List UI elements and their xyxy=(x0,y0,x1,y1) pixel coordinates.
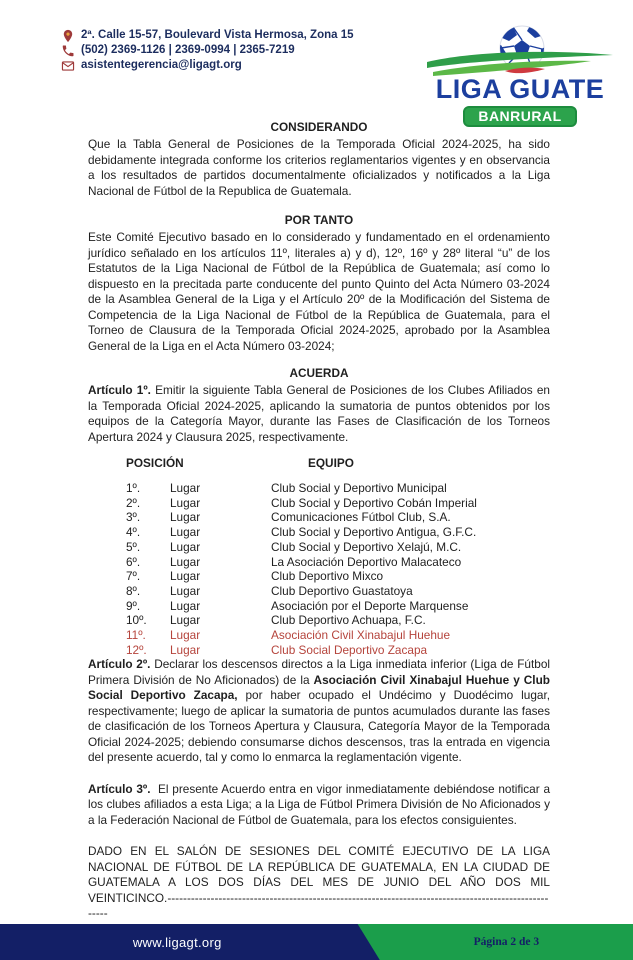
team-cell: Club Social Deportivo Zacapa xyxy=(271,642,428,657)
team-cell: Asociación Civil Xinabajul Huehue xyxy=(271,628,451,643)
address-line xyxy=(61,28,354,43)
dado-paragraph xyxy=(88,844,550,922)
article-2-paragraph xyxy=(88,657,550,766)
table-row xyxy=(126,481,550,496)
considerando-heading: CONSIDERANDO xyxy=(270,120,368,134)
phone-icon xyxy=(61,44,75,58)
lugar-cell: Lugar xyxy=(170,569,201,584)
footer-website: www.ligagt.org xyxy=(132,934,222,950)
dado-text: DADO EN EL SALÓN DE SESIONES DEL COMITÉ EJECUTIVO DE LA LIGA NACIONAL DE FÚTBOL DE LA REPÚBLICA DE GUATEMALA, EN LA CIUDAD DE GUATEMALA A LOS DOS DÍAS DEL MES DE JUNIO DEL AÑO DOS MIL VEINTICINCO. xyxy=(88,844,550,905)
posicion-column-header: POSICIÓN xyxy=(126,456,184,470)
lugar-cell: Lugar xyxy=(170,598,201,613)
por-tanto-heading: POR TANTO xyxy=(284,213,354,227)
position-cell: 6º. xyxy=(126,554,141,569)
team-cell: Club Social y Deportivo Antigua, G.F.C. xyxy=(271,525,477,540)
article-1-label: Artículo 1º. xyxy=(88,383,151,397)
table-row xyxy=(126,540,550,555)
table-row xyxy=(126,613,550,628)
equipo-column-header: EQUIPO xyxy=(308,456,354,470)
position-cell: 4º. xyxy=(126,525,141,540)
position-cell: 9º. xyxy=(126,598,141,613)
article-3-label: Artículo 3º. xyxy=(88,781,151,796)
table-row xyxy=(126,584,550,599)
table-row-relegated xyxy=(126,643,550,658)
table-row xyxy=(126,555,550,570)
article-1-text: Emitir la siguiente Tabla General de Posiciones de los Clubes Afiliados en la Temporada Oficial 2024-2025, aplicando la sumatoria de puntos obtenidos por los equipos de la Categoría Mayor, durante las Fases de Clasificación de los Torneos Apertura 2024 y Clausura 2025, respectivamente. xyxy=(88,383,550,444)
table-row-relegated xyxy=(126,628,550,643)
lugar-cell: Lugar xyxy=(170,628,201,643)
team-cell: La Asociación Deportivo Malacateco xyxy=(271,554,462,569)
banrural-badge: BANRURAL xyxy=(463,106,576,127)
lugar-cell: Lugar xyxy=(170,481,201,495)
team-cell: Club Social y Deportivo Xelajú, M.C. xyxy=(271,539,462,554)
lugar-cell: Lugar xyxy=(170,613,201,628)
page-number: Página 2 de 3 xyxy=(473,936,540,948)
team-cell: Club Deportivo Guastatoya xyxy=(271,583,413,598)
position-cell: 10º. xyxy=(126,613,147,628)
address-text: 2ª. Calle 15-57, Boulevard Vista Hermosa, Zona 15 xyxy=(81,29,354,41)
position-cell: 3º. xyxy=(126,510,141,525)
position-cell: 5º. xyxy=(126,539,141,554)
article-3-paragraph xyxy=(88,782,550,829)
team-cell: Club Social y Deportivo Cobán Imperial xyxy=(271,495,477,510)
email-line xyxy=(61,58,354,73)
article-1-paragraph xyxy=(88,383,550,445)
team-cell: Asociación por el Deporte Marquense xyxy=(271,598,469,613)
contact-info xyxy=(61,28,354,73)
position-cell: 7º. xyxy=(126,569,141,584)
acuerda-heading: ACUERDA xyxy=(289,366,349,380)
filler-dashes: ------------------------------------------------------------------------------------------------------ xyxy=(88,890,549,921)
team-cell: Club Social y Deportivo Municipal xyxy=(271,481,447,495)
position-cell: 1º. xyxy=(126,481,141,495)
letterhead xyxy=(81,24,605,124)
table-row xyxy=(126,510,550,525)
liga-guate-logo xyxy=(425,24,615,127)
table-row xyxy=(126,525,550,540)
standings-table xyxy=(126,456,550,657)
phone-text: (502) 2369-1126 | 2369-0994 | 2365-7219 xyxy=(81,44,295,56)
position-cell: 2º. xyxy=(126,495,141,510)
lugar-cell: Lugar xyxy=(170,539,201,554)
standings-header xyxy=(126,456,550,470)
map-pin-icon xyxy=(61,29,75,43)
article-2-label: Artículo 2º. xyxy=(88,657,151,672)
lugar-cell: Lugar xyxy=(170,525,201,540)
lugar-cell: Lugar xyxy=(170,510,201,525)
email-text: asistentegerencia@ligagt.org xyxy=(81,59,242,71)
position-cell: 8º. xyxy=(126,583,141,598)
article-3-text: El presente Acuerdo entra en vigor inmediatamente debiéndose notificar a los clubes afiliados a esta Liga; a la Liga de Fútbol Primera División de No Aficionados y a la Federación Nacional de Fútbol de Guatemala, para los efectos consiguientes. xyxy=(88,781,551,827)
phone-line xyxy=(61,43,354,58)
position-cell: 12º. xyxy=(126,642,147,657)
article-2-bold-teams: Asociación Civil Xinabajul Huehue y Club Social Deportivo Zacapa, xyxy=(88,672,550,703)
article-2-post-text: por haber ocupado el Undécimo y Duodécimo lugar, respectivamente; luego de aplicar la sumatoria de puntos acumulados durante las fases de clasificación de los Torneos Apertura y Clausura, Categoría Mayor de la Temporada Oficial 2024-2025; debiendo consumarse dichos descensos, tras la entrada en vigencia del presente acuerdo, tal y como lo enmarca la reglamentación vigente. xyxy=(88,688,551,765)
table-row xyxy=(126,496,550,511)
lugar-cell: Lugar xyxy=(170,642,201,657)
table-row xyxy=(126,569,550,584)
lugar-cell: Lugar xyxy=(170,495,201,510)
team-cell: Club Deportivo Mixco xyxy=(271,569,384,584)
lugar-cell: Lugar xyxy=(170,583,201,598)
considerando-paragraph: Que la Tabla General de Posiciones de la Temporada Oficial 2024-2025, ha sido debidamente integrada conforme los criterios reglamentarios vigentes y en observancia a los resultados de partidos documentalmente oficializados y notificados a la Liga Nacional de Fútbol de la Republica de Guatemala. xyxy=(88,137,550,198)
team-cell: Comunicaciones Fútbol Club, S.A. xyxy=(271,510,451,525)
envelope-icon xyxy=(61,59,75,73)
article-2-pre-text: Declarar los descensos directos a la Liga inmediata inferior (Liga de Fútbol Primera División de No Aficionados) de la xyxy=(88,657,550,687)
lugar-cell: Lugar xyxy=(170,554,201,569)
position-cell: 11º. xyxy=(126,628,146,643)
por-tanto-paragraph: Este Comité Ejecutivo basado en lo considerado y fundamentado en el ordenamiento jurídico señalado en los artículos 11º, literales a) y d), 12º, 16º y 28º literal “u” de los Estatutos de la Liga Nacional de Fútbol de la República de Guatemala; así como lo dispuesto en la precitada parte conducente del punto Quinto del Acta Número 03-2024 de la Asamblea General de la Liga y el Artículo 20º de la Modificación del Sistema de Competencia de la Liga Nacional de Fútbol de la República de Guatemala, para el Torneo de Clausura de la Temporada Oficial 2024-2025, aprobado por la Asamblea General de la Liga en el Acta Número 03-2024; xyxy=(88,230,550,353)
footer-band xyxy=(0,924,633,960)
team-cell: Club Deportivo Achuapa, F.C. xyxy=(271,613,426,628)
logo-wordmark: LIGA GUATE xyxy=(435,74,605,104)
table-row xyxy=(126,599,550,614)
